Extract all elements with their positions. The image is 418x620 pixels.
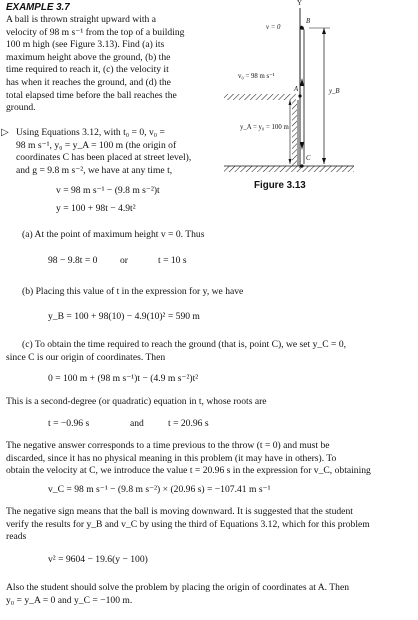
building-wall [292,100,297,166]
part-c-line: since C is our origin of coordinates. Then [6,351,166,363]
downward-arrow [300,142,304,150]
roots-and: and [130,418,144,429]
label-b: B [306,18,311,25]
upward-arrow [300,78,304,86]
paragraph-line: discarded, since it has no physical meaning in this problem (it may have in others). To [6,452,337,464]
label-a: A [294,86,299,93]
problem-statement [6,14,216,115]
intro-line: Using Equations 3.12, with t₀ = 0, v₀ = [16,127,165,138]
sign-paragraph [6,506,414,544]
figure-diagram [214,0,418,200]
example-title: EXAMPLE 3.7 [6,2,70,13]
root-negative: t = −0.96 s [48,418,90,429]
part-b-text: (b) Placing this value of t in the expression for y, we have [22,286,244,297]
label-v0: v₀ = 98 m s⁻¹ [238,73,275,80]
part-b-equation: y_B = 100 + 98(10) − 4.9(10)² = 590 m [48,311,200,322]
label-yb: y_B [329,88,340,95]
label-ya: y_A = y₀ = 100 m [240,124,289,131]
equation-position: y = 100 + 98t − 4.9t² [56,203,136,214]
paragraph-line: reads [6,531,27,543]
intro-line: coordinates C has been placed at street level), [16,152,192,164]
part-c-text [6,339,414,364]
problem-line: A ball is thrown straight upward with a [6,14,157,25]
paragraph-line: The negative answer corresponds to a time previous to the throw (t = 0) and must be [6,440,330,451]
problem-line: ground. [6,102,36,114]
part-a-or: or [120,255,128,266]
building-top-hatch [224,94,296,100]
part-a-text: (a) At the point of maximum height v = 0. Thus [22,229,205,240]
problem-line: maximum height above the ground, (b) the [6,51,171,63]
point-c [300,164,303,167]
figure-3-13 [214,0,418,200]
intro-line: 98 m s⁻¹, y₀ = y_A = 100 m (the origin of [16,139,177,151]
part-c-equation: 0 = 100 m + (98 m s⁻¹)t − (4.9 m s⁻²)t² [48,373,199,384]
solution-marker: ▷ [1,127,9,138]
part-a-equation: 98 − 9.8t = 0 [48,255,98,266]
intro-line: and g = 9.8 m s⁻², we have at any time t, [16,164,173,176]
paragraph-line: verify the results for y_B and v_C by using the third of Equations 3.12, which for this problem [6,518,370,530]
negative-answer-paragraph [6,440,414,478]
paragraph-line: obtain the velocity at C, we introduce the value t = 20.96 s in the expression for v_C, obtaining [6,465,371,477]
paragraph-line: y₀ = y_A = 0 and y_C = −100 m. [6,594,133,606]
paragraph-line: The negative sign means that the ball is moving downward. It is suggested that the student [6,506,353,517]
label-c: C [306,155,311,162]
problem-line: velocity of 98 m s⁻¹ from the top of a building [6,26,185,38]
axis-label-y: Y [297,0,302,7]
figure-caption: Figure 3.13 [254,180,306,191]
paragraph-line: Also the student should solve the problem by placing the origin of coordinates at A. Then [6,582,350,593]
point-a [298,94,301,97]
solution-intro [16,127,216,177]
equation-velocity: v = 98 m s⁻¹ − (9.8 m s⁻²)t [56,185,160,196]
part-a-result: t = 10 s [158,255,187,266]
root-positive: t = 20.96 s [168,418,209,429]
part-c-line: (c) To obtain the time required to reach the ground (that is, point C), we set y_C = 0, [22,339,347,350]
final-paragraph [6,582,414,607]
problem-line: time required to reach it, (c) the velocity it [6,64,169,76]
problem-line: 100 m high (see Figure 3.13). Find (a) its [6,39,165,51]
vc-equation: v_C = 98 m s⁻¹ − (9.8 m s⁻²) × (20.96 s) = −107.41 m s⁻¹ [48,484,271,495]
ground-hatch [224,166,354,172]
quadratic-text: This is a second-degree (or quadratic) equation in t, whose roots are [6,396,267,407]
problem-line: has when it reaches the ground, and (d) the [6,76,171,88]
v-squared-equation: v² = 9604 − 19.6(y − 100) [48,554,148,565]
point-b [300,26,304,30]
problem-line: total elapsed time before the ball reaches the [6,89,177,101]
label-v-top: v = 0 [266,24,281,31]
